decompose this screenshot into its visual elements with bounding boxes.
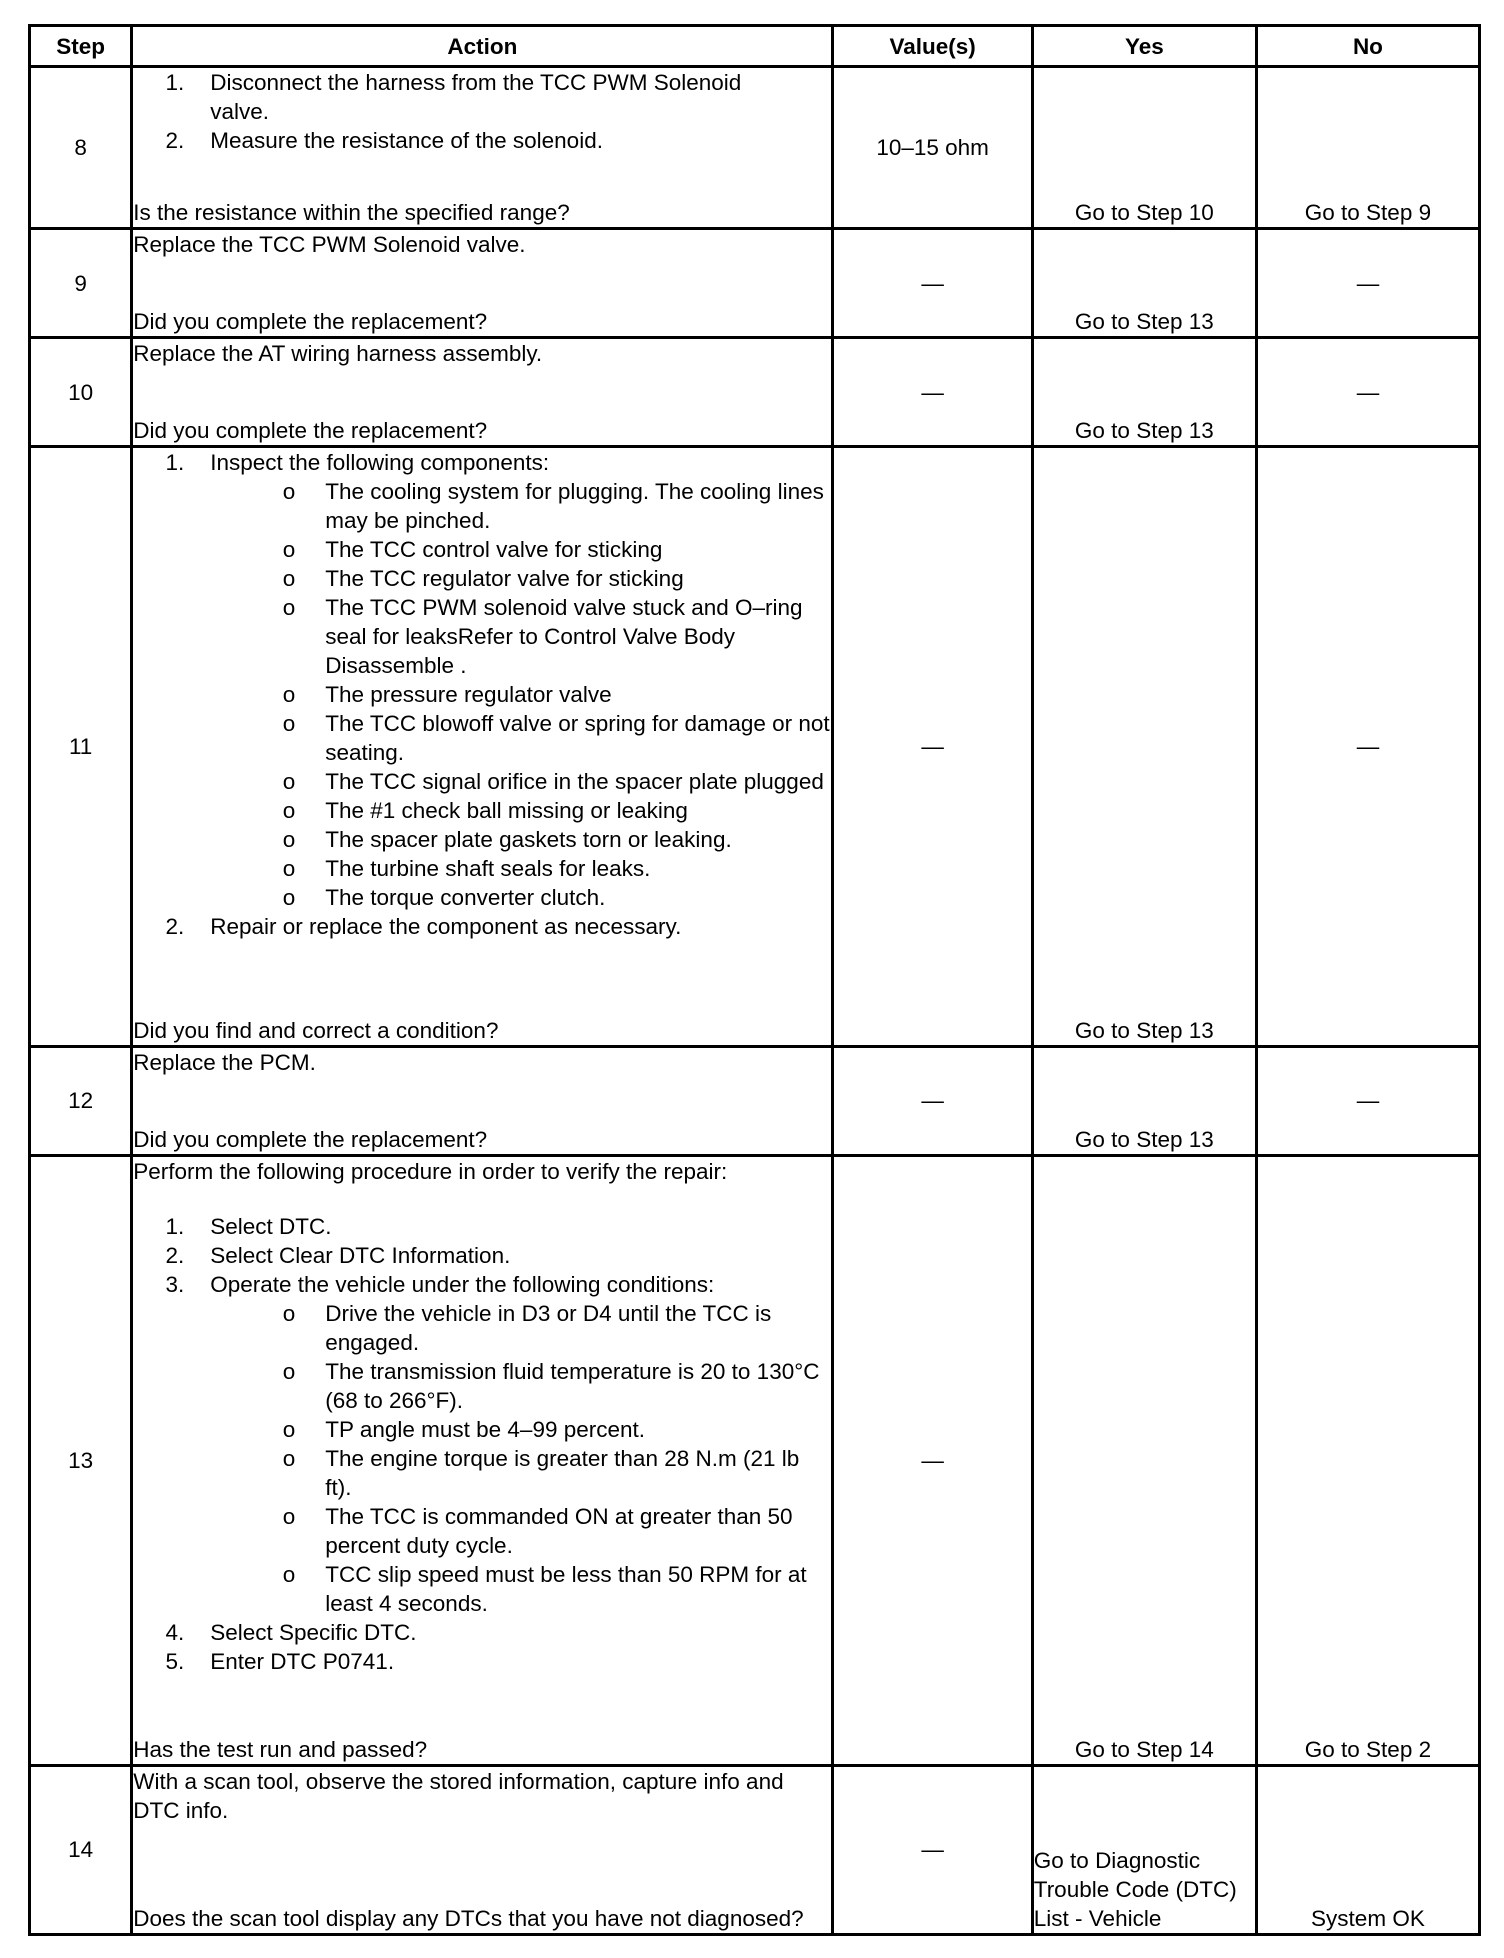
sub-list-item: o The #1 check ball missing or leaking — [282, 798, 688, 824]
question-text: Does the scan tool display any DTCs that you have not diagnosed? — [133, 1906, 804, 1931]
list-item: 5. Enter DTC P0741. — [165, 1648, 395, 1674]
yes-cell: Go to Step 13 — [1032, 447, 1256, 1046]
table-row — [30, 447, 1480, 1046]
sub-list-item: o The TCC PWM solenoid valve stuck and O–ring seal for leaksRefer to Control Valve Body Disassemble . — [282, 595, 803, 679]
value-cell: — — [833, 229, 1032, 338]
no-cell: — — [1256, 1046, 1479, 1155]
sub-list-item: o The TCC regulator valve for sticking — [282, 566, 684, 592]
action-cell — [132, 1155, 833, 1765]
header-action: Action — [132, 26, 833, 67]
action-text: Replace the TCC PWM Solenoid valve. — [133, 232, 526, 258]
table-row — [30, 1046, 1480, 1155]
list-item: 3. Operate the vehicle under the following conditions: — [165, 1271, 715, 1297]
sub-list-item: o The spacer plate gaskets torn or leaking. — [282, 827, 732, 853]
step-number: 14 — [30, 1765, 132, 1934]
sub-list-item: o Drive the vehicle in D3 or D4 until the TCC is engaged. — [282, 1300, 772, 1355]
header-values: Value(s) — [833, 26, 1032, 67]
no-cell: Go to Step 9 — [1256, 67, 1479, 229]
yes-cell: Go to Diagnostic Trouble Code (DTC) List - Vehicle — [1032, 1765, 1256, 1934]
no-cell: — — [1256, 447, 1479, 1046]
table-row — [30, 229, 1480, 338]
sub-list-item: o The TCC control valve for sticking — [282, 537, 663, 563]
question-text: Is the resistance within the specified range? — [133, 200, 570, 226]
sub-list-item: o The TCC signal orifice in the spacer plate plugged — [282, 769, 824, 795]
no-cell: — — [1256, 338, 1479, 447]
sub-list-item: o The turbine shaft seals for leaks. — [282, 856, 651, 882]
list-item: 1. Disconnect the harness from the TCC PWM Solenoid valve. — [165, 70, 742, 125]
value-cell: — — [833, 1155, 1032, 1765]
value-cell: — — [833, 447, 1032, 1046]
action-cell — [132, 447, 833, 1046]
list-item: 4. Select Specific DTC. — [165, 1619, 417, 1645]
action-cell — [132, 1046, 833, 1155]
sub-list-item: o The transmission fluid temperature is 20 to 130°C (68 to 266°F). — [282, 1358, 820, 1413]
sub-list-item: o TCC slip speed must be less than 50 RPM for at least 4 seconds. — [282, 1561, 807, 1616]
action-text: Perform the following procedure in order to verify the repair: — [133, 1158, 728, 1184]
step-number: 8 — [30, 67, 132, 229]
step-number: 10 — [30, 338, 132, 447]
sub-list-item: o TP angle must be 4–99 percent. — [282, 1416, 646, 1442]
value-cell: — — [833, 1765, 1032, 1934]
yes-cell: Go to Step 10 — [1032, 67, 1256, 229]
action-text: With a scan tool, observe the stored information, capture info and DTC info. — [133, 1768, 784, 1823]
action-text: Replace the PCM. — [133, 1049, 316, 1075]
step-number: 11 — [30, 447, 132, 1046]
table-row — [30, 1155, 1480, 1765]
list-item: 1. Select DTC. — [165, 1213, 332, 1239]
value-cell: — — [833, 338, 1032, 447]
no-cell: System OK — [1256, 1765, 1479, 1934]
question-text: Did you complete the replacement? — [133, 309, 488, 335]
question-text: Has the test run and passed? — [133, 1736, 428, 1762]
sub-list-item: o The TCC blowoff valve or spring for damage or not seating. — [282, 711, 830, 766]
question-text: Did you complete the replacement? — [133, 418, 488, 444]
question-text: Did you complete the replacement? — [133, 1126, 488, 1152]
diagnostic-table — [28, 24, 1481, 1936]
action-text: Replace the AT wiring harness assembly. — [133, 341, 543, 367]
yes-cell: Go to Step 14 — [1032, 1155, 1256, 1765]
value-cell: — — [833, 1046, 1032, 1155]
table-row — [30, 338, 1480, 447]
sub-list-item: o The TCC is commanded ON at greater than 50 percent duty cycle. — [282, 1503, 793, 1558]
header-yes: Yes — [1032, 26, 1256, 67]
action-cell — [132, 229, 833, 338]
list-item: 2. Select Clear DTC Information. — [165, 1242, 511, 1268]
table-row — [30, 1765, 1480, 1934]
table-row — [30, 67, 1480, 229]
list-item: 2. Repair or replace the component as necessary. — [165, 914, 682, 940]
header-row — [30, 26, 1480, 67]
sub-list-item: o The cooling system for plugging. The cooling lines may be pinched. — [282, 479, 824, 534]
list-item: 1. Inspect the following components: — [165, 450, 550, 476]
sub-list-item: o The pressure regulator valve — [282, 682, 612, 708]
header-no: No — [1256, 26, 1479, 67]
no-cell: — — [1256, 229, 1479, 338]
action-cell — [132, 338, 833, 447]
header-step: Step — [30, 26, 132, 67]
action-cell — [132, 1765, 833, 1934]
yes-cell: Go to Step 13 — [1032, 1046, 1256, 1155]
list-item: 2. Measure the resistance of the solenoid. — [165, 128, 603, 154]
step-number: 13 — [30, 1155, 132, 1765]
step-number: 12 — [30, 1046, 132, 1155]
no-cell: Go to Step 2 — [1256, 1155, 1479, 1765]
sub-list-item: o The torque converter clutch. — [282, 885, 606, 911]
sub-list-item: o The engine torque is greater than 28 N.m (21 lb ft). — [282, 1445, 800, 1500]
yes-cell: Go to Step 13 — [1032, 338, 1256, 447]
action-cell — [132, 67, 833, 229]
value-cell: 10–15 ohm — [833, 67, 1032, 229]
yes-cell: Go to Step 13 — [1032, 229, 1256, 338]
step-number: 9 — [30, 229, 132, 338]
question-text: Did you find and correct a condition? — [133, 1017, 499, 1043]
